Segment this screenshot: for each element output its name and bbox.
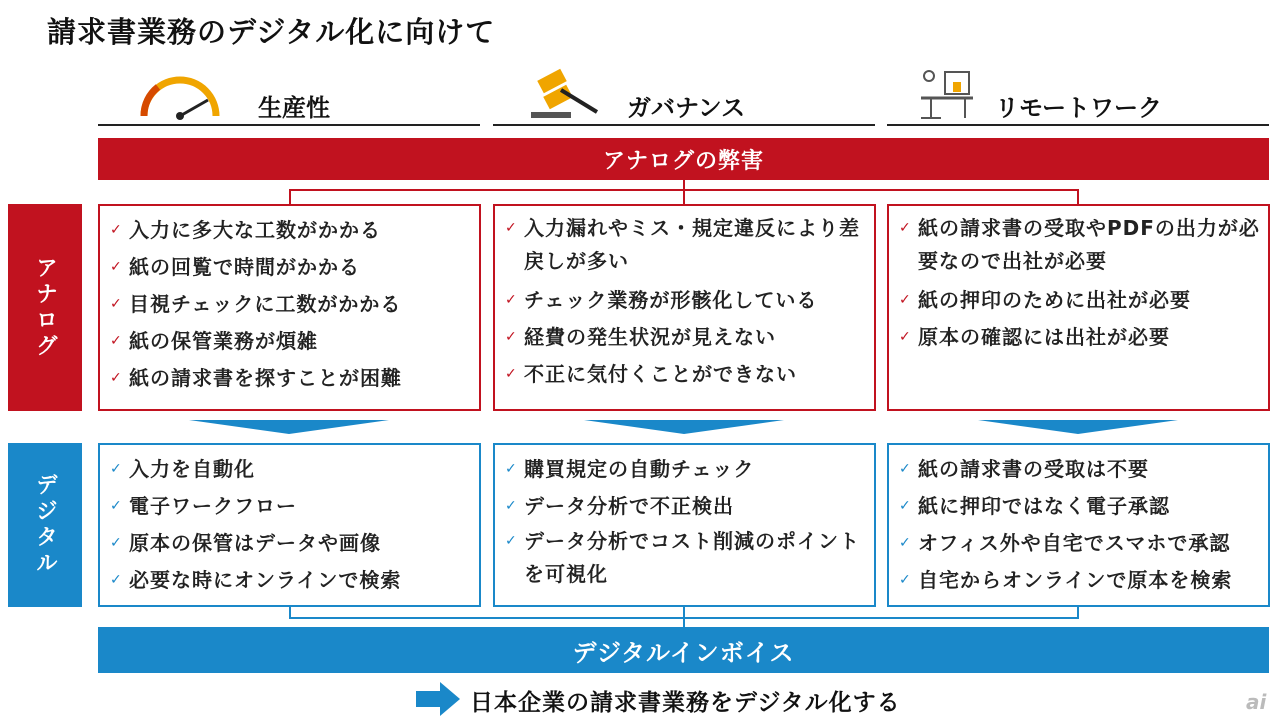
- check-icon: ✓: [110, 461, 123, 477]
- check-icon: ✓: [505, 461, 518, 477]
- analog-box-remote-work: [887, 204, 1270, 411]
- analog-connector: [683, 189, 685, 204]
- check-icon: ✓: [899, 535, 912, 551]
- list-item: ✓ 入力に多大な工数がかかる: [108, 212, 471, 249]
- category-underline: [887, 124, 1269, 126]
- category-governance: [493, 62, 875, 126]
- digital-side-label: デジタル: [8, 443, 82, 607]
- list-item: ✓ 紙の請求書の受取やPDFの出力が必要なので出社が必要: [897, 212, 1260, 278]
- list-item: ✓ 紙の押印のために出社が必要: [897, 282, 1260, 319]
- remote-work-desk-icon: [917, 66, 977, 122]
- conclusion-text: 日本企業の請求書業務をデジタル化する: [470, 690, 901, 716]
- gavel-icon: [527, 66, 613, 122]
- list-item: ✓ オフィス外や自宅でスマホで承認: [897, 525, 1260, 562]
- category-remote-work: [887, 62, 1269, 126]
- list-item: ✓ 紙の保管業務が煩雑: [108, 323, 471, 360]
- check-icon: ✓: [899, 461, 912, 477]
- check-icon: ✓: [505, 220, 518, 236]
- check-icon: ✓: [505, 366, 518, 382]
- check-icon: ✓: [899, 292, 912, 308]
- check-icon: ✓: [110, 333, 123, 349]
- category-label: リモートワーク: [995, 94, 1163, 122]
- analog-box-governance: [493, 204, 876, 411]
- digital-box-remote-work: [887, 443, 1270, 607]
- category-label: ガバナンス: [627, 94, 746, 122]
- check-icon: ✓: [110, 498, 123, 514]
- digital-box-productivity: [98, 443, 481, 607]
- list-item: ✓ 入力を自動化: [108, 451, 471, 488]
- category-underline: [493, 124, 875, 126]
- list-item: ✓ データ分析で不正検出: [503, 488, 866, 525]
- check-icon: ✓: [110, 572, 123, 588]
- check-icon: ✓: [110, 222, 123, 238]
- check-icon: ✓: [899, 498, 912, 514]
- speedometer-icon: [138, 70, 222, 120]
- analog-header-band: アナログの弊害: [98, 138, 1269, 180]
- check-icon: ✓: [110, 259, 123, 275]
- check-icon: ✓: [110, 296, 123, 312]
- list-item: ✓ 紙の回覧で時間がかかる: [108, 249, 471, 286]
- list-item: ✓ 目視チェックに工数がかかる: [108, 286, 471, 323]
- list-item: ✓ 紙の請求書を探すことが困難: [108, 360, 471, 397]
- page-title: 請求書業務のデジタル化に向けて: [47, 15, 496, 49]
- check-icon: ✓: [505, 533, 518, 549]
- category-productivity: [98, 62, 480, 126]
- list-item: ✓ 原本の確認には出社が必要: [897, 319, 1260, 356]
- down-arrow-icon: [584, 420, 784, 434]
- check-icon: ✓: [505, 329, 518, 345]
- ai-logo-watermark: ai: [1246, 690, 1267, 714]
- check-icon: ✓: [505, 292, 518, 308]
- right-arrow-icon: [416, 682, 460, 716]
- down-arrow-icon: [978, 420, 1178, 434]
- check-icon: ✓: [899, 329, 912, 345]
- list-item: ✓ 必要な時にオンラインで検索: [108, 562, 471, 599]
- list-item: ✓ 自宅からオンラインで原本を検索: [897, 562, 1260, 599]
- list-item: ✓ チェック業務が形骸化している: [503, 282, 866, 319]
- list-item: ✓ 原本の保管はデータや画像: [108, 525, 471, 562]
- list-item: ✓ 電子ワークフロー: [108, 488, 471, 525]
- check-icon: ✓: [505, 498, 518, 514]
- check-icon: ✓: [899, 220, 912, 236]
- list-item: ✓ 不正に気付くことができない: [503, 356, 866, 393]
- list-item: ✓ 紙の請求書の受取は不要: [897, 451, 1260, 488]
- digital-connector: [683, 617, 685, 627]
- check-icon: ✓: [110, 535, 123, 551]
- category-underline: [98, 124, 480, 126]
- list-item: ✓ 入力漏れやミス・規定違反により差戻しが多い: [503, 212, 866, 278]
- category-label: 生産性: [258, 94, 330, 122]
- check-icon: ✓: [899, 572, 912, 588]
- analog-side-label: アナログ: [8, 204, 82, 411]
- list-item: ✓ 紙に押印ではなく電子承認: [897, 488, 1260, 525]
- list-item: ✓ 購買規定の自動チェック: [503, 451, 866, 488]
- list-item: ✓ データ分析でコスト削減のポイントを可視化: [503, 525, 866, 591]
- analog-box-productivity: [98, 204, 481, 411]
- list-item: ✓ 経費の発生状況が見えない: [503, 319, 866, 356]
- analog-connector: [289, 189, 291, 204]
- check-icon: ✓: [110, 370, 123, 386]
- digital-box-governance: [493, 443, 876, 607]
- analog-connector: [1077, 189, 1079, 204]
- down-arrow-icon: [189, 420, 389, 434]
- digital-invoice-band: デジタルインボイス: [98, 627, 1269, 673]
